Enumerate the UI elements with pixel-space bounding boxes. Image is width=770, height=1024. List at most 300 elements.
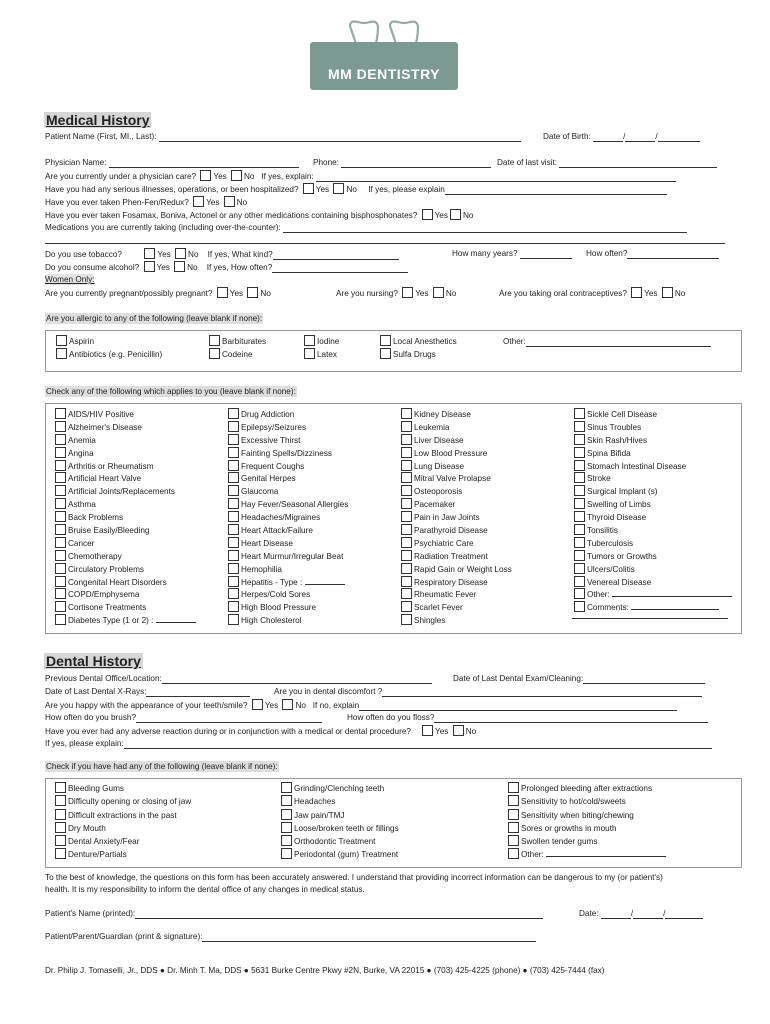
condition-item-label: Psychiatric Care xyxy=(414,538,474,548)
checkbox[interactable] xyxy=(401,485,412,496)
condition-item[interactable] xyxy=(226,576,348,589)
dob-month-field[interactable] xyxy=(593,133,623,142)
checkbox[interactable] xyxy=(401,511,412,522)
allergy-col-1 xyxy=(54,335,162,361)
dental-check-item[interactable] xyxy=(506,809,666,822)
dental-check-item-label: Grinding/Clenching teeth xyxy=(294,784,385,793)
checkbox[interactable] xyxy=(574,485,585,496)
checkbox[interactable] xyxy=(228,498,239,509)
condition-item-field[interactable] xyxy=(156,614,196,623)
checkbox[interactable] xyxy=(228,588,239,599)
tobacco-years-row xyxy=(452,248,572,259)
nursing-no-checkbox[interactable] xyxy=(433,287,444,298)
dental-check-item-label: Periodontal (gum) Treatment xyxy=(294,850,399,860)
sign-date-day-field[interactable] xyxy=(633,910,663,919)
sign-date-label: Date: xyxy=(579,909,599,918)
medications-question: Medications you are currently taking (including over-the-counter): xyxy=(45,223,281,232)
allergy-col-4 xyxy=(378,335,457,361)
condition-item[interactable] xyxy=(572,421,732,434)
adverse-no-checkbox[interactable] xyxy=(453,725,464,736)
adverse-explain-label: If yes, please explain: xyxy=(45,739,124,748)
happy-row xyxy=(45,699,677,711)
dental-check-item[interactable] xyxy=(279,835,399,848)
illness-explain-field[interactable] xyxy=(445,186,667,195)
dental-check-item[interactable] xyxy=(279,822,399,835)
dental-check-item[interactable] xyxy=(279,809,399,822)
physician-name-field[interactable] xyxy=(109,159,299,168)
condition-item[interactable] xyxy=(226,498,348,511)
tobacco-yes-checkbox[interactable] xyxy=(144,248,155,259)
checkbox[interactable] xyxy=(228,472,239,483)
condition-item[interactable] xyxy=(53,421,196,434)
checkbox[interactable] xyxy=(574,524,585,535)
condition-item[interactable] xyxy=(399,421,512,434)
checkbox[interactable] xyxy=(55,614,66,625)
medications-field[interactable] xyxy=(283,224,687,233)
dental-check-item[interactable] xyxy=(279,848,399,861)
condition-item[interactable] xyxy=(399,485,512,498)
phen-yes-checkbox[interactable] xyxy=(193,196,204,207)
checkbox[interactable] xyxy=(508,782,519,793)
condition-item-label: COPD/Emphysema xyxy=(68,590,140,600)
condition-item[interactable] xyxy=(226,447,348,460)
dental-check-item[interactable] xyxy=(506,795,666,808)
allergy-other xyxy=(503,336,711,347)
checkbox[interactable] xyxy=(401,472,412,483)
condition-item[interactable] xyxy=(399,447,512,460)
condition-item[interactable] xyxy=(53,601,196,614)
checkbox[interactable] xyxy=(508,809,519,820)
dental-history-title: Dental History xyxy=(46,653,141,669)
condition-item[interactable] xyxy=(399,614,512,627)
dental-check-item-label: Sensitivity to hot/cold/sweets xyxy=(521,797,626,807)
yes-label: Yes xyxy=(434,211,448,220)
condition-item[interactable] xyxy=(53,472,196,485)
condition-item-label: Frequent Coughs xyxy=(241,461,305,471)
condition-item[interactable] xyxy=(572,472,732,485)
condition-item[interactable] xyxy=(226,537,348,550)
checkbox[interactable] xyxy=(228,434,239,445)
nursing-yes-checkbox[interactable] xyxy=(402,287,413,298)
dental-check-item[interactable] xyxy=(279,795,399,808)
checkbox[interactable] xyxy=(228,601,239,612)
condition-item-field[interactable] xyxy=(612,588,732,597)
yes-label: Yes xyxy=(315,185,330,194)
dental-check-item[interactable] xyxy=(53,835,191,848)
checkbox[interactable] xyxy=(55,447,66,458)
condition-item-label: Hay Fever/Seasonal Allergies xyxy=(241,500,349,510)
condition-item[interactable] xyxy=(572,511,732,524)
checkbox[interactable] xyxy=(55,588,66,599)
attestation-line-1: To the best of knowledge, the questions on this form has been accurately answered. I understand that providing incorrect information can be dangerous to my (or patient's) xyxy=(45,873,663,882)
condition-item[interactable] xyxy=(226,408,348,421)
tobacco-kind-field[interactable] xyxy=(273,251,399,260)
happy-yes-checkbox[interactable] xyxy=(252,699,263,710)
checkbox[interactable] xyxy=(401,408,412,419)
physician-care-explain-field[interactable] xyxy=(316,173,676,182)
allergy-header: Are you allergic to any of the following (leave blank if none): xyxy=(46,314,263,323)
condition-item[interactable] xyxy=(399,537,512,550)
checkbox[interactable] xyxy=(281,809,292,820)
allergy-item[interactable]: Codeine xyxy=(207,348,266,361)
checkbox[interactable] xyxy=(508,848,519,859)
dental-check-item[interactable] xyxy=(506,848,666,861)
checkbox[interactable] xyxy=(228,421,239,432)
condition-item[interactable] xyxy=(53,460,196,473)
checkbox[interactable] xyxy=(281,848,292,859)
condition-item-label: Epilepsy/Seizures xyxy=(241,422,307,432)
dental-check-item-label: Other: xyxy=(521,850,544,860)
condition-item[interactable] xyxy=(572,485,732,498)
checkbox[interactable] xyxy=(228,524,239,535)
alcohol-yes-checkbox[interactable] xyxy=(144,261,155,272)
checkbox[interactable] xyxy=(228,614,239,625)
checkbox[interactable] xyxy=(574,472,585,483)
checkbox[interactable] xyxy=(508,795,519,806)
dental-check-item[interactable] xyxy=(279,782,399,795)
illness-yes-checkbox[interactable] xyxy=(303,183,314,194)
condition-item-label: Tuberculosis xyxy=(587,538,634,548)
checkbox[interactable] xyxy=(401,421,412,432)
condition-item[interactable] xyxy=(399,498,512,511)
dental-check-item-field[interactable] xyxy=(546,848,666,857)
checkbox[interactable] xyxy=(55,421,66,432)
condition-item[interactable] xyxy=(53,563,196,576)
condition-item[interactable] xyxy=(53,511,196,524)
checkbox[interactable] xyxy=(281,795,292,806)
checkbox[interactable] xyxy=(574,447,585,458)
fosamax-no-checkbox[interactable] xyxy=(450,209,461,220)
condition-item-label: Skin Rash/Hives xyxy=(587,435,648,445)
phone-field[interactable] xyxy=(341,159,491,168)
adverse-explain-row xyxy=(45,738,712,749)
condition-item[interactable] xyxy=(572,576,732,589)
condition-item-label: Circulatory Problems xyxy=(68,564,144,574)
last-visit-label: Date of last visit: xyxy=(497,158,558,167)
checkbox[interactable] xyxy=(401,576,412,587)
condition-item-label: Heart Murmur/Irregular Beat xyxy=(241,551,344,561)
signature-field[interactable] xyxy=(202,933,536,942)
tobacco-often-field[interactable] xyxy=(627,250,719,259)
xrays-field[interactable] xyxy=(146,688,250,697)
checkbox[interactable] xyxy=(574,421,585,432)
allergy-item[interactable]: Aspirin xyxy=(54,335,162,348)
condition-item[interactable] xyxy=(572,563,732,576)
checkbox[interactable] xyxy=(228,511,239,522)
condition-item[interactable] xyxy=(53,614,196,627)
floss-field[interactable] xyxy=(434,714,708,723)
phone-row xyxy=(313,157,491,168)
last-exam-field[interactable] xyxy=(583,675,705,684)
dental-check-item[interactable] xyxy=(506,782,666,795)
discomfort-row xyxy=(274,686,702,697)
allergy-col-3 xyxy=(302,335,339,361)
condition-item[interactable] xyxy=(572,498,732,511)
fosamax-row xyxy=(45,209,473,221)
alcohol-no-checkbox[interactable] xyxy=(174,261,185,272)
checkbox[interactable] xyxy=(574,498,585,509)
dental-check-item-label: Dry Mouth xyxy=(68,823,106,833)
checkbox[interactable] xyxy=(281,782,292,793)
happy-no-checkbox[interactable] xyxy=(282,699,293,710)
dental-check-item[interactable] xyxy=(506,822,666,835)
dental-check-item[interactable] xyxy=(53,809,191,822)
printed-name-field[interactable] xyxy=(135,910,543,919)
condition-item[interactable] xyxy=(53,434,196,447)
condition-item-field[interactable] xyxy=(305,576,345,585)
checkbox[interactable] xyxy=(401,498,412,509)
dental-check-item[interactable] xyxy=(53,795,191,808)
condition-item[interactable] xyxy=(572,434,732,447)
adverse-explain-field[interactable] xyxy=(124,740,712,749)
checkbox[interactable] xyxy=(401,601,412,612)
condition-item[interactable] xyxy=(226,511,348,524)
dental-check-item-label: Loose/broken teeth or fillings xyxy=(294,823,399,833)
condition-item[interactable] xyxy=(399,576,512,589)
no-label: No xyxy=(346,185,357,194)
no-label: No xyxy=(462,211,474,220)
condition-item[interactable] xyxy=(399,524,512,537)
checkbox[interactable] xyxy=(574,588,585,599)
checkbox[interactable] xyxy=(508,822,519,833)
checkbox[interactable] xyxy=(228,408,239,419)
condition-item[interactable] xyxy=(399,511,512,524)
happy-explain-field[interactable] xyxy=(359,702,677,711)
condition-item-label: Parathyroid Disease xyxy=(414,526,488,536)
checkbox[interactable] xyxy=(55,550,66,561)
comments-field-line2[interactable] xyxy=(572,618,728,619)
nursing-row xyxy=(336,287,456,299)
condition-item-label: High Cholesterol xyxy=(241,616,302,626)
checkbox[interactable] xyxy=(401,434,412,445)
illness-explain-label: If yes, please explain xyxy=(368,185,445,194)
checkbox[interactable] xyxy=(55,524,66,535)
condition-item[interactable] xyxy=(53,498,196,511)
checkbox[interactable] xyxy=(228,447,239,458)
condition-item[interactable] xyxy=(226,472,348,485)
condition-item[interactable] xyxy=(572,524,732,537)
checkbox[interactable] xyxy=(574,460,585,471)
condition-item-label: Chemotherapy xyxy=(68,551,122,561)
checkbox[interactable] xyxy=(281,822,292,833)
checkbox[interactable] xyxy=(401,524,412,535)
checkbox[interactable] xyxy=(55,795,66,806)
checkbox[interactable] xyxy=(55,835,66,846)
condition-item[interactable] xyxy=(53,408,196,421)
allergy-item[interactable]: Antibiotics (e.g. Penicillin) xyxy=(54,348,162,361)
condition-item[interactable] xyxy=(53,576,196,589)
checkbox[interactable] xyxy=(574,537,585,548)
allergy-item[interactable]: Iodine xyxy=(302,335,339,348)
condition-item[interactable] xyxy=(399,434,512,447)
checkbox[interactable] xyxy=(228,576,239,587)
checkbox[interactable] xyxy=(281,835,292,846)
checkbox[interactable] xyxy=(228,537,239,548)
checkbox[interactable] xyxy=(55,498,66,509)
checkbox[interactable] xyxy=(401,588,412,599)
sign-date-year-field[interactable] xyxy=(665,910,703,919)
checkbox[interactable] xyxy=(55,822,66,833)
fosamax-yes-checkbox[interactable] xyxy=(422,209,433,220)
adverse-yes-checkbox[interactable] xyxy=(422,725,433,736)
condition-item[interactable] xyxy=(399,472,512,485)
yes-label: Yes xyxy=(157,250,171,259)
condition-item-label: Excessive Thirst xyxy=(241,435,301,445)
phen-no-checkbox[interactable] xyxy=(224,196,235,207)
checkbox[interactable] xyxy=(55,485,66,496)
condition-item[interactable] xyxy=(572,460,732,473)
condition-item[interactable] xyxy=(226,563,348,576)
condition-item[interactable] xyxy=(53,485,196,498)
condition-item[interactable] xyxy=(226,421,348,434)
condition-item[interactable] xyxy=(572,537,732,550)
checkbox[interactable] xyxy=(228,550,239,561)
checkbox[interactable] xyxy=(401,563,412,574)
condition-item[interactable] xyxy=(572,408,732,421)
condition-item-label: Ulcers/Colitis xyxy=(587,564,635,574)
allergy-item[interactable]: Local Anesthetics xyxy=(378,335,457,348)
sign-date-month-field[interactable] xyxy=(601,910,631,919)
checkbox[interactable] xyxy=(574,511,585,522)
dental-check-item-label: Dental Anxiety/Fear xyxy=(68,837,140,847)
checkbox[interactable] xyxy=(55,563,66,574)
dental-checks-col-2 xyxy=(279,782,399,862)
dob-day-field[interactable] xyxy=(625,133,655,142)
checkbox[interactable] xyxy=(574,408,585,419)
checkbox[interactable] xyxy=(574,563,585,574)
checkbox[interactable] xyxy=(55,782,66,793)
condition-item[interactable] xyxy=(399,588,512,601)
checkbox[interactable] xyxy=(574,434,585,445)
dental-check-item[interactable] xyxy=(506,835,666,848)
condition-item[interactable] xyxy=(53,537,196,550)
medications-field-line2[interactable] xyxy=(45,243,725,244)
tobacco-years-field[interactable] xyxy=(520,250,572,259)
checkbox[interactable] xyxy=(508,835,519,846)
checkbox[interactable] xyxy=(574,576,585,587)
checkbox[interactable] xyxy=(55,809,66,820)
condition-item[interactable] xyxy=(572,601,732,614)
allergy-item[interactable]: Sulfa Drugs xyxy=(378,348,457,361)
phen-question: Have you ever taken Phen-Fen/Redux? xyxy=(45,198,189,207)
allergy-item[interactable]: Latex xyxy=(302,348,339,361)
allergy-box xyxy=(45,330,742,372)
dob-year-field[interactable] xyxy=(658,133,700,142)
no-label: No xyxy=(295,701,306,710)
condition-item[interactable] xyxy=(53,588,196,601)
condition-item[interactable] xyxy=(399,460,512,473)
condition-item[interactable] xyxy=(399,550,512,563)
practice-logo xyxy=(310,16,460,92)
contraceptives-no-checkbox[interactable] xyxy=(662,287,673,298)
condition-item-label: Sinus Troubles xyxy=(587,422,642,432)
checkbox[interactable] xyxy=(55,576,66,587)
checkbox[interactable] xyxy=(401,550,412,561)
tobacco-no-checkbox[interactable] xyxy=(175,248,186,259)
last-visit-field[interactable] xyxy=(559,159,717,168)
condition-item[interactable] xyxy=(399,601,512,614)
condition-item-label: Leukemia xyxy=(414,422,450,432)
checkbox[interactable] xyxy=(55,848,66,859)
checkbox[interactable] xyxy=(55,460,66,471)
checkbox[interactable] xyxy=(55,511,66,522)
condition-item[interactable] xyxy=(226,460,348,473)
checkbox[interactable] xyxy=(55,537,66,548)
nursing-question: Are you nursing? xyxy=(336,289,398,298)
condition-item[interactable] xyxy=(399,563,512,576)
patient-name-field[interactable] xyxy=(159,133,521,142)
condition-item[interactable] xyxy=(399,408,512,421)
checkbox[interactable] xyxy=(401,447,412,458)
dental-check-item[interactable] xyxy=(53,822,191,835)
prev-office-row xyxy=(45,673,432,684)
condition-item[interactable] xyxy=(226,588,348,601)
illness-no-checkbox[interactable] xyxy=(333,183,344,194)
checkbox[interactable] xyxy=(228,460,239,471)
condition-item-label: Low Blood Pressure xyxy=(414,448,488,458)
prev-office-field[interactable] xyxy=(162,675,432,684)
condition-item[interactable] xyxy=(572,588,732,601)
checkbox[interactable] xyxy=(55,472,66,483)
checkbox[interactable] xyxy=(228,485,239,496)
condition-item[interactable] xyxy=(572,550,732,563)
physician-care-no-checkbox[interactable] xyxy=(231,170,242,181)
checkbox[interactable] xyxy=(574,601,585,612)
allergy-item[interactable]: Barbiturates xyxy=(207,335,266,348)
condition-item[interactable] xyxy=(226,434,348,447)
explain-label: If yes, explain: xyxy=(261,172,314,181)
condition-item[interactable] xyxy=(226,614,348,627)
condition-item[interactable] xyxy=(226,601,348,614)
checkbox[interactable] xyxy=(55,408,66,419)
alcohol-often-field[interactable] xyxy=(272,264,408,273)
physician-care-yes-checkbox[interactable] xyxy=(200,170,211,181)
women-only-label: Women Only: xyxy=(45,275,95,284)
condition-item[interactable] xyxy=(572,447,732,460)
condition-item[interactable] xyxy=(53,550,196,563)
contraceptives-yes-checkbox[interactable] xyxy=(631,287,642,298)
checkbox[interactable] xyxy=(574,550,585,561)
checkbox[interactable] xyxy=(401,537,412,548)
condition-item[interactable] xyxy=(53,524,196,537)
dental-checks-col-1 xyxy=(53,782,191,862)
discomfort-field[interactable] xyxy=(382,688,702,697)
condition-item[interactable] xyxy=(226,524,348,537)
checkbox[interactable] xyxy=(401,460,412,471)
condition-item[interactable] xyxy=(226,550,348,563)
condition-item-label: Alzheimer's Disease xyxy=(68,422,142,432)
checkbox[interactable] xyxy=(55,601,66,612)
condition-item[interactable] xyxy=(53,447,196,460)
logo-brand-text: MM DENTISTRY xyxy=(327,66,441,82)
alcohol-question: Do you consume alcohol? xyxy=(45,263,140,272)
condition-item[interactable] xyxy=(226,485,348,498)
dental-check-item[interactable] xyxy=(53,848,191,861)
pregnant-yes-checkbox[interactable] xyxy=(217,287,228,298)
allergy-other-field[interactable] xyxy=(526,338,711,347)
dental-check-item[interactable] xyxy=(53,782,191,795)
brush-field[interactable] xyxy=(136,714,322,723)
no-label: No xyxy=(188,250,199,259)
condition-item-label: Congenital Heart Disorders xyxy=(68,577,167,587)
checkbox[interactable] xyxy=(228,563,239,574)
checkbox[interactable] xyxy=(55,434,66,445)
condition-item-label: Glaucoma xyxy=(241,487,279,497)
checkbox[interactable] xyxy=(401,614,412,625)
pregnant-no-checkbox[interactable] xyxy=(247,287,258,298)
printed-name-row xyxy=(45,908,543,919)
condition-item-field[interactable] xyxy=(631,601,719,610)
